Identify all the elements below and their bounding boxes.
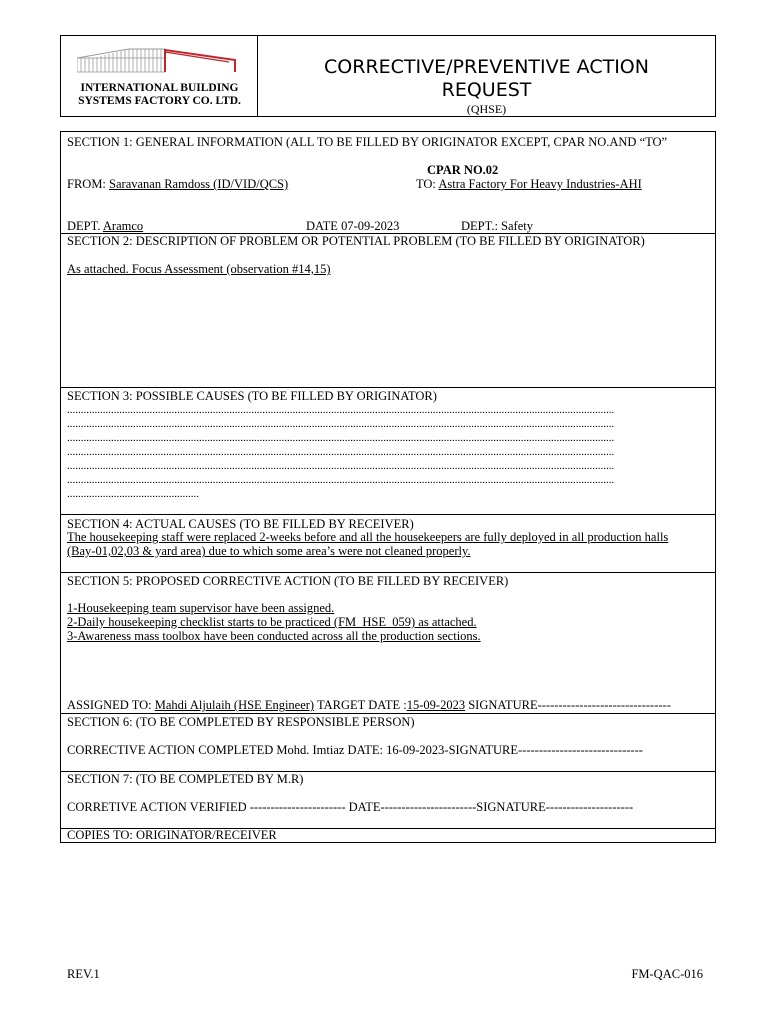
form-title-line2: REQUEST: [441, 79, 532, 101]
section-4: [61, 515, 715, 573]
possible-causes-line-3[interactable]: .......................................................................................................................................................................................................: [67, 432, 615, 444]
to-field: [416, 177, 642, 191]
section-7: [61, 772, 715, 829]
actual-causes-line-2[interactable]: (Bay-01,02,03 & yard area) due to which some area’s were not cleaned properly.: [67, 544, 471, 558]
date-field[interactable]: DATE 07-09-2023: [306, 219, 400, 233]
action-completed-line[interactable]: CORRECTIVE ACTION COMPLETED Mohd. Imtiaz DATE: 16-09-2023-SIGNATURE------------------------------: [67, 743, 643, 757]
possible-causes-line-6[interactable]: .......................................................................................................................................................................................................: [67, 474, 615, 486]
company-name: [61, 82, 258, 108]
possible-causes-line-4[interactable]: .......................................................................................................................................................................................................: [67, 446, 615, 458]
form-title: [258, 56, 715, 102]
dept-field: [67, 219, 143, 233]
section-2-heading: SECTION 2: DESCRIPTION OF PROBLEM OR POTENTIAL PROBLEM (TO BE FILLED BY ORIGINATOR): [67, 234, 645, 248]
company-name-line1: INTERNATIONAL BUILDING: [80, 82, 239, 94]
section-1: [61, 132, 715, 234]
section-6-heading: SECTION 6: (TO BE COMPLETED BY RESPONSIBLE PERSON): [67, 715, 415, 729]
actual-causes-line-1[interactable]: The housekeeping staff were replaced 2-weeks before and all the housekeepers are fully deployed in all production halls: [67, 530, 669, 544]
corrective-action-3[interactable]: 3-Awareness mass toolbox have been conducted across all the production sections.: [67, 629, 481, 643]
assigned-value[interactable]: Mahdi Aljulaih (HSE Engineer): [154, 698, 315, 712]
section-5: [61, 573, 715, 714]
section-2: [61, 234, 715, 388]
section-5-heading: SECTION 5: PROPOSED CORRECTIVE ACTION (TO BE FILLED BY RECEIVER): [67, 574, 509, 588]
cpar-form: [60, 131, 716, 843]
form-subtitle: (QHSE): [466, 102, 507, 116]
revision-label: REV.1: [67, 967, 100, 981]
section-4-heading: SECTION 4: ACTUAL CAUSES (TO BE FILLED BY RECEIVER): [67, 517, 414, 531]
possible-causes-line-5[interactable]: .......................................................................................................................................................................................................: [67, 460, 615, 472]
assigned-row: [67, 698, 671, 712]
possible-causes-line-2[interactable]: .......................................................................................................................................................................................................: [67, 418, 615, 430]
cpar-number: CPAR NO.02: [427, 163, 499, 177]
section-3: [61, 388, 715, 515]
section-6: [61, 714, 715, 772]
form-number: FM-QAC-016: [631, 967, 703, 981]
from-field: [67, 177, 288, 191]
assigned-label: ASSIGNED TO:: [67, 698, 152, 712]
company-name-line2: SYSTEMS FACTORY CO. LTD.: [78, 95, 241, 107]
title-area: [258, 36, 715, 116]
corrective-action-2[interactable]: 2-Daily housekeeping checklist starts to be practiced (FM_HSE_059) as attached.: [67, 615, 477, 629]
dept-label: DEPT.: [67, 219, 101, 233]
from-value[interactable]: Saravanan Ramdoss (ID/VID/QCS): [109, 177, 289, 191]
target-date-value[interactable]: 15-09-2023: [406, 698, 466, 712]
section-1-heading: SECTION 1: GENERAL INFORMATION (ALL TO BE FILLED BY ORIGINATOR EXCEPT, CPAR NO.AND “TO”: [67, 135, 668, 149]
to-label: TO:: [416, 177, 436, 191]
possible-causes-line-7[interactable]: ................................................: [67, 488, 199, 500]
section-5-signature[interactable]: SIGNATURE--------------------------------: [468, 698, 671, 712]
section-3-heading: SECTION 3: POSSIBLE CAUSES (TO BE FILLED BY ORIGINATOR): [67, 389, 437, 403]
dept2-field[interactable]: DEPT.: Safety: [461, 219, 533, 233]
copies-to: COPIES TO: ORIGINATOR/RECEIVER: [67, 828, 277, 842]
corrective-action-1[interactable]: 1-Housekeeping team supervisor have been assigned.: [67, 601, 335, 615]
section-7-heading: SECTION 7: (TO BE COMPLETED BY M.R): [67, 772, 304, 786]
action-verified-line[interactable]: CORRETIVE ACTION VERIFIED ----------------------- DATE-----------------------SIGNATURE---------------------: [67, 800, 634, 814]
company-logo-icon: [77, 48, 243, 74]
dept-value[interactable]: Aramco: [102, 219, 144, 233]
form-title-line1: CORRECTIVE/PREVENTIVE ACTION: [324, 56, 649, 78]
to-value[interactable]: Astra Factory For Heavy Industries-AHI: [438, 177, 642, 191]
possible-causes-line-1[interactable]: .......................................................................................................................................................................................................: [67, 404, 615, 416]
logo-area: [61, 36, 258, 116]
from-label: FROM:: [67, 177, 106, 191]
copies-row: [61, 829, 715, 844]
problem-description[interactable]: As attached. Focus Assessment (observation #14,15): [67, 262, 331, 276]
form-header: [60, 35, 716, 117]
target-date-label: TARGET DATE :: [317, 698, 407, 712]
